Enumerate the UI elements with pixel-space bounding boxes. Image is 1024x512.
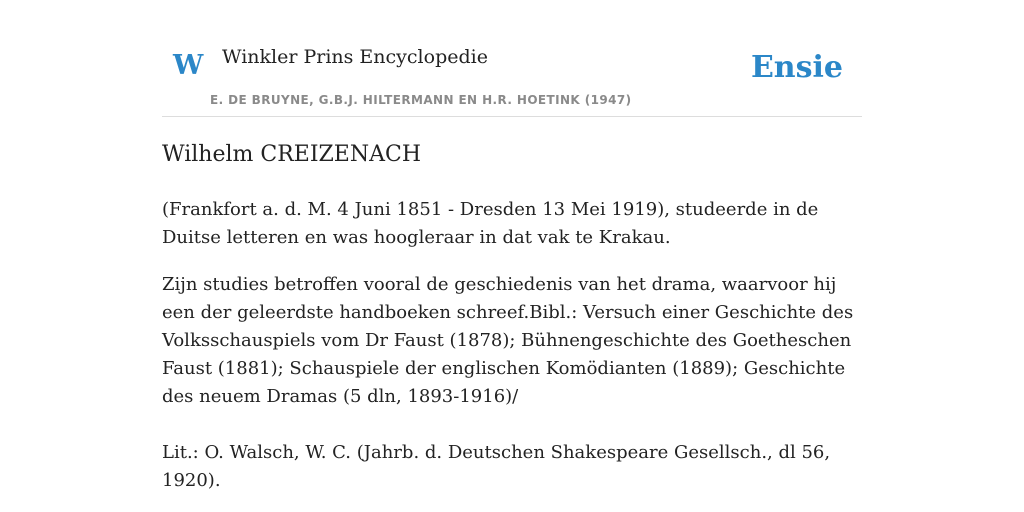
source-title[interactable]: Winkler Prins Encyclopedie — [222, 46, 488, 68]
encyclopedia-header — [162, 0, 862, 117]
article-paragraph-literature: Lit.: O. Walsch, W. C. (Jahrb. d. Deutschen Shakespeare Gesellsch., dl 56, 1920). — [162, 442, 831, 491]
article-paragraph-bibliography: Zijn studies betroffen vooral de geschiedenis van het drama, waarvoor hij een der geleerdste handboeken schreef.Bibl.: Versuch einer Geschichte des Volksschauspiels vom Dr Faust (1878); Bühnengeschichte des Goetheschen Faust (1881); Schauspiele der englischen Komödianten (1889); Geschichte des neuem Dramas (5 dln, 1893-1916)/ — [162, 274, 854, 407]
article — [162, 138, 862, 512]
ensie-logo[interactable]: Ensie — [750, 50, 843, 85]
article-paragraph-biography: (Frankfort a. d. M. 4 Juni 1851 - Dresden 13 Mei 1919), studeerde in de Duitse letteren en was hoogleraar in dat vak te Krakau. — [162, 199, 819, 248]
source-authors: E. DE BRUYNE, G.B.J. HILTERMANN EN H.R. HOETINK (1947) — [210, 93, 632, 107]
winkler-prins-logo[interactable]: W — [173, 50, 204, 81]
article-title: Wilhelm CREIZENACH — [162, 142, 422, 167]
